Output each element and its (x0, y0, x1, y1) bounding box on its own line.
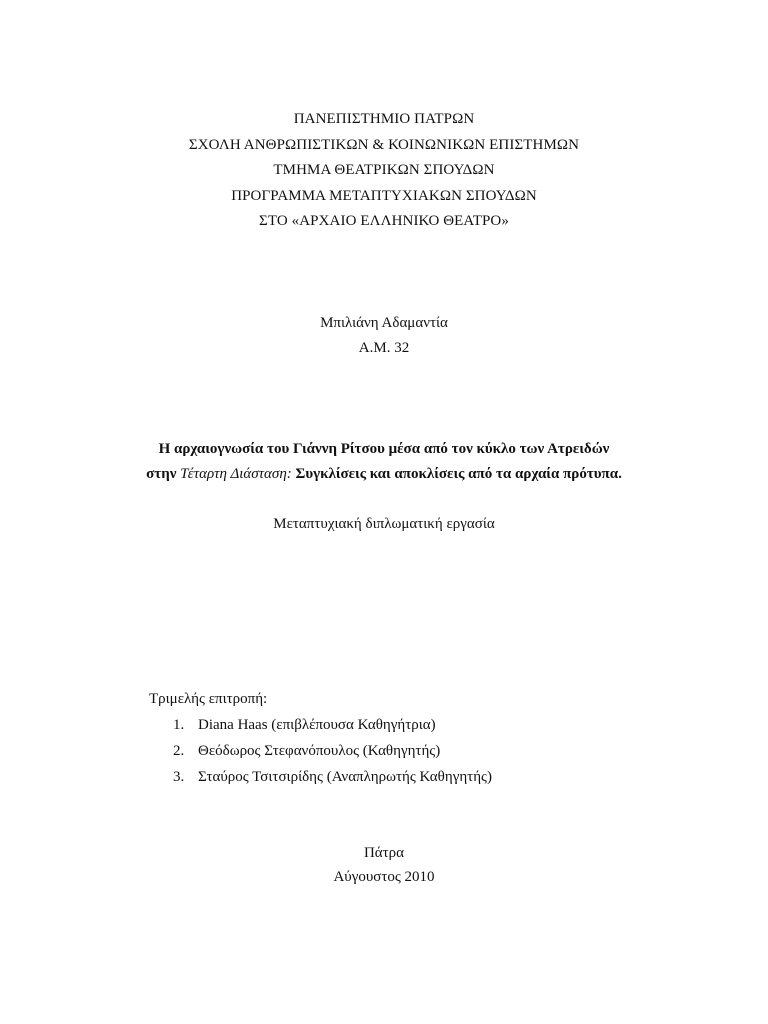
program-name: ΠΡΟΓΡΑΜΜΑ ΜΕΤΑΠΤΥΧΙΑΚΩΝ ΣΠΟΥΔΩΝ (231, 188, 537, 204)
thesis-type: Μεταπτυχιακή διπλωματική εργασία (273, 516, 495, 532)
school-name: ΣΧΟΛΗ ΑΝΘΡΩΠΙΣΤΙΚΩΝ & ΚΟΙΝΩΝΙΚΩΝ ΕΠΙΣΤΗΜΩΝ (188, 137, 580, 153)
program-title: ΣΤΟ «ΑΡΧΑΙΟ ΕΛΛΗΝΙΚΟ ΘΕΑΤΡΟ» (259, 213, 509, 229)
author-name: Μπιλιάνη Αδαμαντία (320, 315, 448, 331)
committee-member (173, 741, 440, 761)
title-prefix: στην (146, 466, 181, 482)
committee-member (173, 767, 492, 787)
title-rest: Συγκλίσεις και αποκλίσεις από τα αρχαία πρότυπα. (291, 466, 622, 482)
title-italic-work: Τέταρτη Διάσταση: (180, 466, 292, 482)
member-number: 1. (173, 717, 185, 733)
member-number: 2. (173, 743, 185, 759)
department-name: ΤΜΗΜΑ ΘΕΑΤΡΙΚΩΝ ΣΠΟΥΔΩΝ (273, 162, 495, 178)
member-text: Σταύρος Τσιτσιρίδης (Αναπληρωτής Καθηγητής) (198, 769, 492, 785)
committee-heading: Τριμελής επιτροπή: (149, 691, 268, 707)
city: Πάτρα (363, 845, 405, 861)
date: Αύγουστος 2010 (333, 869, 435, 885)
committee-member (173, 715, 436, 735)
university-name: ΠΑΝΕΠΙΣΤΗΜΙΟ ΠΑΤΡΩΝ (293, 111, 475, 127)
registration-number: Α.Μ. 32 (358, 340, 410, 356)
thesis-title-line-1: Η αρχαιογνωσία του Γιάννη Ρίτσου μέσα από τον κύκλο των Ατρειδών (158, 441, 610, 457)
thesis-title-line-2 (0, 464, 768, 484)
member-text: Θεόδωρος Στεφανόπουλος (Καθηγητής) (198, 743, 441, 759)
member-text: Diana Haas (επιβλέπουσα Καθηγήτρια) (198, 717, 436, 733)
member-number: 3. (173, 769, 185, 785)
